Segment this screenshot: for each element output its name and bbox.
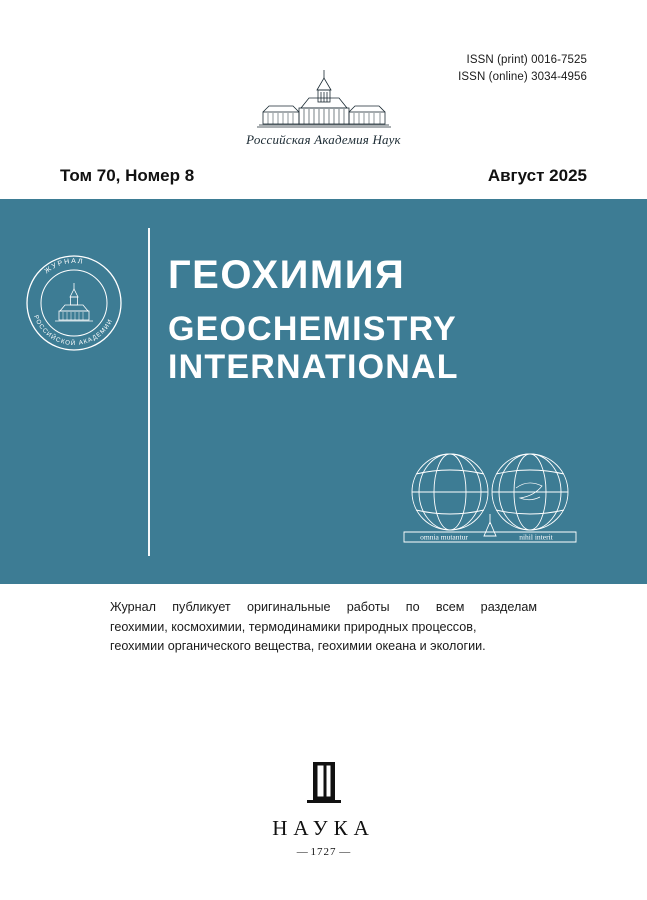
issn-print: ISSN (print) 0016-7525 bbox=[466, 54, 587, 66]
motto-right: nihil interit bbox=[519, 532, 553, 542]
academy-emblem bbox=[0, 68, 647, 148]
issue-date: Август 2025 bbox=[487, 166, 587, 185]
publisher-year: — 1727 — bbox=[296, 846, 351, 858]
publisher-name: НАУКА bbox=[272, 816, 375, 840]
issn-online: ISSN (online) 3034-4956 bbox=[458, 70, 587, 83]
volume-line bbox=[0, 160, 647, 192]
svg-text:ЖУРНАЛ bbox=[43, 258, 84, 275]
academy-building-icon bbox=[239, 68, 409, 130]
description-line-3: геохимии органического вещества, геохимии океана и экологии. bbox=[110, 639, 486, 654]
journal-description bbox=[0, 598, 647, 657]
academy-caption: Российская Академия Наук bbox=[246, 132, 401, 147]
title-english-line1: GEOCHEMISTRY bbox=[168, 310, 457, 348]
globes-emblem-icon bbox=[400, 444, 580, 554]
journal-seal-icon bbox=[22, 251, 126, 355]
volume-number: Том 70, Номер 8 bbox=[60, 166, 195, 185]
panel-divider bbox=[148, 228, 150, 556]
title-russian: ГЕОХИМИЯ bbox=[168, 253, 406, 297]
description-line-1: Журнал публикует оригинальные работы по всем разделам bbox=[110, 600, 537, 614]
title-english-line2: INTERNATIONAL bbox=[168, 348, 459, 387]
seal-text-top: ЖУРНАЛ bbox=[43, 257, 85, 276]
cover-panel bbox=[0, 199, 647, 584]
cover-titles bbox=[168, 254, 459, 386]
publisher-block bbox=[0, 762, 647, 858]
nauka-logo-icon bbox=[307, 762, 341, 806]
seal-text-bottom: РОССИЙСКОЙ АКАДЕМИИ bbox=[32, 314, 115, 348]
motto-left: omnia mutantur bbox=[420, 532, 468, 542]
description-line-2: геохимии, космохимии, термодинамики природных процессов, bbox=[110, 619, 477, 634]
svg-text:РОССИЙСКОЙ АКАДЕМИИ bbox=[32, 314, 114, 347]
